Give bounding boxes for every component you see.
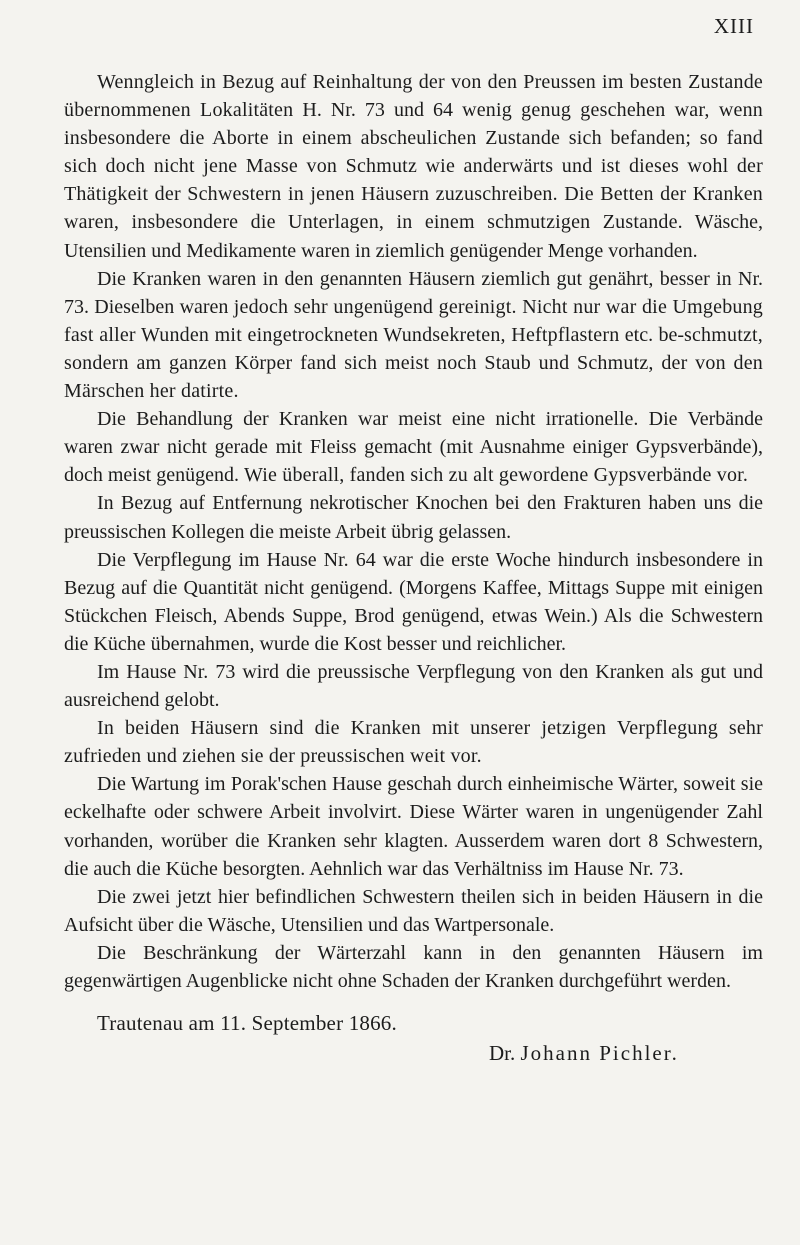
spaced-text: Wie überall, fanden sich zu alt gewordene Gypsverbände vor. [243, 464, 749, 487]
paragraph [64, 265, 763, 405]
spaced-text: Wenngleich in Bezug auf Reinhaltung der von den Preussen im besten Zustande übernommenen Lokalitäten [64, 71, 763, 122]
paragraph [64, 489, 763, 545]
place-date: Trautenau am 11. September 1866. [97, 1011, 397, 1035]
signature-title: Dr. [489, 1041, 516, 1065]
text-segment: Die Kranken waren in den genannten Häusern ziemlich gut genährt, besser in Nr. 73. Dieselben waren [64, 267, 763, 318]
text-segment: Wäsche, Utensilien und Medikamente waren in ziemlich genügender Menge vorhanden. [64, 211, 763, 262]
text-segment: H. Nr. 73 und 64 [293, 99, 463, 122]
text-segment: Die Verpflegung im Hause Nr. 64 war die erste Woche hindurch insbesondere in Bezug auf die Quantität nicht genügend. (Morgens Kaffee, Mittags Suppe mit einigen Stückchen Fleisch, Abends Suppe, Brod genügend, etwas Wein.) Als die Schwestern die Küche übernahmen, wurde die Kost besser und reichlicher. [64, 548, 763, 655]
text-segment: Die Behandlung der Kranken war meist eine nicht irrationelle. Die Verbände waren zwar nicht gerade mit Fleiss gemacht (mit Ausnahme einiger Gypsverbände), doch meist genügend. [64, 408, 763, 487]
signature [489, 1041, 679, 1066]
paragraph [64, 405, 763, 489]
paragraph [64, 658, 763, 714]
spaced-text: jedoch sehr ungenügend gereinigt. Nicht nur war die Umgebung fast aller Wunden mit eingetrockneten Wundsekreten, Heftpflastern [64, 295, 763, 346]
paragraph [64, 939, 763, 995]
paragraph [64, 883, 763, 939]
signature-name: Johann Pichler. [520, 1041, 679, 1065]
spaced-text: In beiden Häusern sind die Kranken mit unserer jetzigen Verpflegung sehr zufrieden und ziehen sie der preussischen weit vor. [64, 717, 763, 768]
paragraph [64, 714, 763, 770]
page-number: XIII [713, 14, 754, 38]
spaced-text: wenig genug geschehen war, wenn insbesondere die Aborte in einem abscheulichen Zustande sich befanden; so fand sich doch nicht jene Masse von Schmutz wie anderwärts und ist dieses wohl der Thätigkeit der Schwestern in jenen Häusern zuzuschreiben. Die Betten der Kranken waren, insbesondere die Unterlagen, in einem schmutzigen Zustande. [64, 99, 763, 234]
text-segment: etc. be- [619, 323, 684, 346]
text-segment: In Bezug auf Entfernung nekrotischer Knochen bei den Frakturen haben uns die preussischen Kollegen die meiste Arbeit übrig gelassen. [64, 492, 763, 543]
text-segment: Die Beschränkung der Wärterzahl kann in den genannten Häusern im gegenwärtigen Augenblicke nicht ohne Schaden der Kranken durchgeführt werden. [64, 941, 763, 992]
body-text [64, 68, 763, 995]
text-segment: Im Hause Nr. 73 wird die preussische Verpflegung von den Kranken als gut und ausreichend gelobt. [64, 660, 763, 712]
paragraph [64, 546, 763, 658]
paragraph [64, 68, 763, 265]
text-segment: Die Wartung im Porak'schen Hause geschah durch einheimische Wärter, soweit sie eckelhafte oder schwere Arbeit involvirt. Diese Wärter waren in ungenügender Zahl vorhanden, worüber die Kranken sehr klagten. Ausserdem waren dort 8 Schwestern, die auch die Küche besorgten. Aehnlich war das Verhältniss im Hause Nr. 73. [64, 773, 763, 880]
spaced-text: schmutzt, sondern am ganzen Körper fand sich meist noch Staub und Schmutz, der von den Märschen her datirte. [64, 323, 763, 403]
text-segment: Die zwei jetzt hier befindlichen Schwestern theilen sich in beiden Häusern in die Aufsicht über die Wäsche, Utensilien und das Wartpersonale. [64, 885, 763, 936]
paragraph [64, 770, 763, 882]
